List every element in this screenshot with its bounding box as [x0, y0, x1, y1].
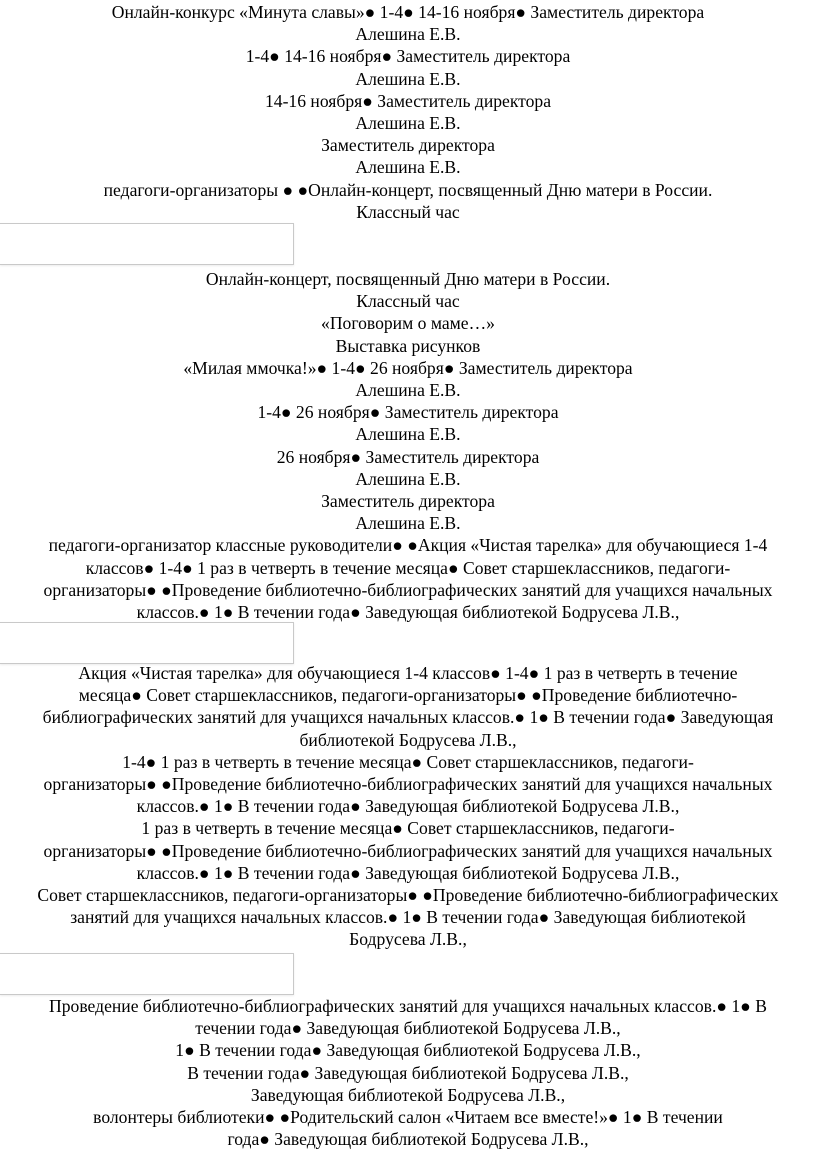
text-line: Алешина Е.В.	[355, 468, 461, 489]
text-line: 26 ноября● Заместитель директора	[276, 446, 540, 467]
text-line: организаторы● ●Проведение библиотечно-библиографических занятий для учащихся начальных	[43, 774, 773, 795]
empty-input-box-1[interactable]	[0, 223, 294, 265]
text-line: занятий для учащихся начальных классов.● 1● В течении года● Заведующая библиотекой	[70, 907, 746, 928]
text-block-2	[0, 268, 816, 623]
text-line: 1● В течении года● Заведующая библиотекой Бодрусева Л.В.,	[175, 1040, 641, 1061]
text-line: Заведующая библиотекой Бодрусева Л.В.,	[250, 1084, 566, 1105]
text-line: Бодрусева Л.В.,	[349, 929, 467, 950]
text-line: 1 раз в четверть в течение месяца● Совет старшеклассников, педагоги-	[141, 818, 675, 839]
text-block-3	[0, 662, 816, 951]
text-line: Алешина Е.В.	[355, 24, 461, 45]
text-line: 1-4● 14-16 ноября● Заместитель директора	[245, 46, 571, 67]
text-line: Совет старшеклассников, педагоги-организаторы● ●Проведение библиотечно-библиографических	[37, 885, 779, 906]
text-line: Алешина Е.В.	[355, 113, 461, 134]
text-line: Выставка рисунков	[335, 335, 481, 356]
empty-input-box-2[interactable]	[0, 622, 294, 664]
text-line: «Милая ммочка!»● 1-4● 26 ноября● Заместитель директора	[183, 357, 633, 378]
text-line: 1-4● 1 раз в четверть в течение месяца● Совет старшеклассников, педагоги-	[122, 751, 694, 772]
text-line: классов.● 1● В течении года● Заведующая библиотекой Бодрусева Л.В.,	[136, 862, 680, 883]
text-line: педагоги-организатор классные руководители● ●Акция «Чистая тарелка» для обучающиеся 1-4	[48, 535, 768, 556]
text-block-1	[0, 1, 816, 223]
text-line: педагоги-организаторы ● ●Онлайн-концерт, посвященный Дню матери в России.	[103, 179, 713, 200]
text-line: Алешина Е.В.	[355, 424, 461, 445]
text-line: года● Заведующая библиотекой Бодрусева Л.В.,	[227, 1129, 589, 1150]
text-line: Алешина Е.В.	[355, 380, 461, 401]
text-line: 1-4● 26 ноября● Заместитель директора	[257, 402, 559, 423]
text-block-4	[0, 995, 816, 1150]
text-line: Классный час	[356, 291, 460, 312]
text-line: течении года● Заведующая библиотекой Бодрусева Л.В.,	[195, 1018, 621, 1039]
text-line: классов● 1-4● 1 раз в четверть в течение месяца● Совет старшеклассников, педагоги-	[85, 557, 731, 578]
text-line: библиографических занятий для учащихся начальных классов.● 1● В течении года● Заведующая	[42, 707, 774, 728]
empty-input-box-3[interactable]	[0, 953, 294, 995]
text-line: Классный час	[356, 201, 460, 222]
text-line: Акция «Чистая тарелка» для обучающиеся 1-4 классов● 1-4● 1 раз в четверть в течение	[78, 663, 738, 683]
text-line: классов.● 1● В течении года● Заведующая библиотекой Бодрусева Л.В.,	[136, 796, 680, 817]
text-line: «Поговорим о маме…»	[321, 313, 495, 334]
text-line: Проведение библиотечно-библиографических занятий для учащихся начальных классов.● 1● В	[49, 996, 767, 1016]
text-line: Алешина Е.В.	[355, 513, 461, 534]
text-line: Заместитель директора	[321, 491, 495, 512]
text-line: организаторы● ●Проведение библиотечно-библиографических занятий для учащихся начальных	[43, 840, 773, 861]
text-line: библиотекой Бодрусева Л.В.,	[299, 729, 517, 750]
text-line: Заместитель директора	[321, 135, 495, 156]
text-line: Алешина Е.В.	[355, 157, 461, 178]
text-line: 14-16 ноября● Заместитель директора	[264, 90, 552, 111]
text-line: Онлайн-концерт, посвященный Дню матери в России.	[205, 269, 611, 289]
text-line: месяца● Совет старшеклассников, педагоги-организаторы● ●Проведение библиотечно-	[78, 685, 738, 706]
text-line: Алешина Е.В.	[355, 68, 461, 89]
text-line: классов.● 1● В течении года● Заведующая библиотекой Бодрусева Л.В.,	[136, 602, 680, 623]
text-line: организаторы● ●Проведение библиотечно-библиографических занятий для учащихся начальных	[43, 579, 773, 600]
text-line: Онлайн-конкурс «Минута славы»● 1-4● 14-16 ноября● Заместитель директора	[111, 2, 705, 22]
text-line: В течении года● Заведующая библиотекой Бодрусева Л.В.,	[187, 1062, 629, 1083]
text-line: волонтеры библиотеки● ●Родительский салон «Читаем все вместе!»● 1● В течении	[93, 1107, 723, 1128]
